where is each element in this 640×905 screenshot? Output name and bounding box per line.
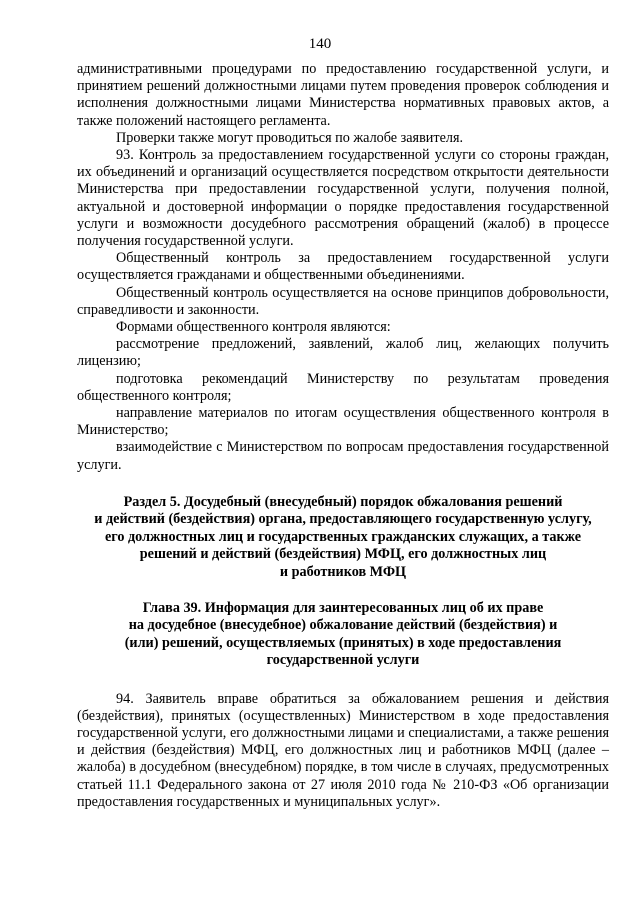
page-number: 140 bbox=[308, 36, 332, 52]
chapter-heading bbox=[77, 600, 609, 670]
paragraph: Общественный контроль за предоставлением государственной услуги осуществляется гражданами и общественными объединениями. bbox=[77, 250, 609, 284]
chapter-heading-line: (или) решений, осуществляемых (принятых) в ходе предоставления bbox=[124, 634, 562, 651]
document-body bbox=[77, 61, 609, 811]
section-heading bbox=[77, 494, 609, 581]
chapter-heading-line: Глава 39. Информация для заинтересованных лиц об их праве bbox=[142, 599, 544, 616]
paragraph: Формами общественного контроля являются: bbox=[116, 319, 391, 336]
chapter-heading-line: на досудебное (внесудебное) обжалование действий (бездействия) и bbox=[128, 617, 558, 634]
list-item: рассмотрение предложений, заявлений, жалоб лиц, желающих получить лицензию; bbox=[77, 336, 609, 370]
paragraph: 94. Заявитель вправе обратиться за обжалованием решения и действия (бездействия), принятых (осуществленных) Министерством в ходе предоставления государственной услуги, его должностными лицами и специалистами, а также решения и действия (бездействия) МФЦ, его должностных лиц и работников МФЦ (далее – жалоба) в досудебном (внесудебном) порядке, в том числе в случаях, предусмотренных статьей 11.1 Федерального закона от 27 июля 2010 года № 210-ФЗ «Об организации предоставления государственных и муниципальных услуг». bbox=[77, 690, 609, 810]
list-item: направление материалов по итогам осуществления общественного контроля в Министерство; bbox=[77, 405, 609, 439]
paragraph: Общественный контроль осуществляется на основе принципов добровольности, справедливости и законности. bbox=[77, 284, 609, 318]
paragraph: административными процедурами по предоставлению государственной услуги, и принятием решений должностными лицами путем проведения проверок соблюдения и исполнения должностными лицами Министерства нормативных правовых актов, а также положений настоящего регламента. bbox=[77, 61, 609, 129]
list-item: подготовка рекомендаций Министерству по результатам проведения общественного контроля; bbox=[77, 370, 609, 404]
section-heading-line: Раздел 5. Досудебный (внесудебный) порядок обжалования решений bbox=[123, 493, 563, 510]
section-heading-line: и работников МФЦ bbox=[279, 563, 407, 580]
paragraph: 93. Контроль за предоставлением государственной услуги со стороны граждан, их объединений и организаций осуществляется посредством открытости деятельности Министерства при предоставлении государственной услуги, получения полной, актуальной и достоверной информации о порядке предоставления государственной услуги и возможности досудебного рассмотрения обращений (жалоб) в процессе получения государственной услуги. bbox=[77, 147, 609, 250]
section-heading-line: решений и действий (бездействия) МФЦ, его должностных лиц bbox=[139, 546, 547, 563]
chapter-heading-line: государственной услуги bbox=[266, 652, 420, 669]
paragraph: Проверки также могут проводиться по жалобе заявителя. bbox=[116, 129, 464, 146]
section-heading-line: и действий (бездействия) органа, предоставляющего государственную услугу, bbox=[94, 511, 592, 528]
list-item: взаимодействие с Министерством по вопросам предоставления государственной услуги. bbox=[77, 439, 609, 473]
section-heading-line: его должностных лиц и государственных гражданских служащих, а также bbox=[104, 528, 582, 545]
